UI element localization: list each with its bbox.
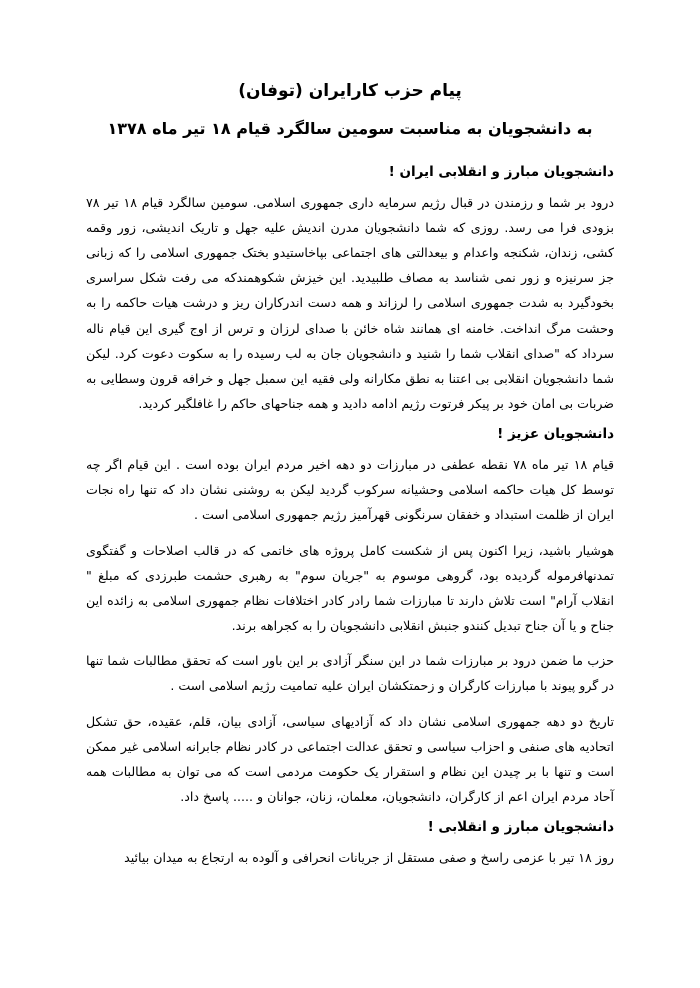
paragraph: روز ۱۸ تیر با عزمی راسخ و صفی مستقل از جریانات انحرافی و آلوده به ارتجاع به میدان بیائید <box>124 850 614 866</box>
paragraph: درود بر شما و رزمندن در قبال رژیم سرمایه داری جمهوری اسلامی. سومین سالگرد قیام ۱۸ تیر ۷۸ بزودی فرا می رسد. روزی که شما دانشجویان مدرن اندیش علیه جهل و تاریک اندیشی، زور وقمه کشی، زندان، شکنجه واعدام و بیعدالتی های اجتماعی بپاخاستیدو بختک جمهوری اسلامی را که زبانی جز سرنیزه و زور نمی شناسد به مصاف طلبیدید. این خیزش شکوهمندکه می رفت شکل سراسری بخودگیرد به شدت جمهوری اسلامی را لرزاند و همه دست اندرکاران ریز و درشت هیات حاکمه را به وحشت مرگ انداخت. خامنه ای همانند شاه خائن با صدای لرزان و ترس از اوج گیری این قیام ناله سرداد که "صدای انقلاب شما را شنید و دانشجویان جان به لب رسیده را به سکوت دعوت کرد. لیکن شما دانشجویان انقلابی بی اعتنا به نطق مکارانه ولی فقیه این سمبل جهل و خرافه قرون وسطایی به ضربات بی امان خود بر پیکر فرتوت رژیم ادامه دادید و همه جناحهای حاکم را غافلگیر کردید. <box>86 194 614 412</box>
section-heading: دانشجویان مبارز و انقلابی ایران ! <box>388 163 614 180</box>
document-section-3 <box>86 815 614 870</box>
section-heading: دانشجویان مبارز و انقلابی ! <box>427 819 614 836</box>
section-heading: دانشجویان عزیز ! <box>497 426 614 443</box>
document-section-1 <box>86 160 614 416</box>
page-subtitle: به دانشجویان به مناسبت سومین سالگرد قیام ۱۸ تیر ماه ۱۳۷۸ <box>107 119 593 139</box>
paragraph: تاریخ دو دهه جمهوری اسلامی نشان داد که آزادیهای سیاسی، آزادی بیان، قلم، عقیده، حق تشکل اتحادیه های صنفی و احزاب سیاسی و تحقق عدالت اجتماعی در کادر نظام جابرانه اسلامی غیر ممکن است و تنها با بر چیدن این نظام و استقرار یک حکومت مردمی است که می توان به مطالبات همه آحاد مردم ایران اعم از کارگران، دانشجویان، معلمان، زنان، جوانان و ..... پاسخ داد. <box>86 713 614 805</box>
paragraph: هوشیار باشید، زیرا اکنون پس از شکست کامل پروژه های خاتمی که در قالب اصلاحات و گفتگوی تمدنهافرموله گردیده بود، گروهی موسوم به "جریان سوم" به رهبری حشمت طبرزدی که مبلغ " انقلاب آرام" است تلاش دارند تا مبارزات شما رادر کادر اختلافات نظام جمهوری اسلامی به زائده این جناح و یا آن جناح تبدیل کنندو جنبش انقلابی دانشجویان را به کجراهه برند. <box>86 542 614 634</box>
paragraph: قیام ۱۸ تیر ماه ۷۸ نقطه عطفی در مبارزات دو دهه اخیر مردم ایران بوده است . این قیام اگر چه توسط کل هیات حاکمه اسلامی وحشیانه سرکوب گردید لیکن به روشنی نشان داد که تنها راه نجات ایران از ظلمت استبداد و خفقان سرنگونی قهرآمیز رژیم جمهوری اسلامی است . <box>86 456 614 523</box>
document-section-2 <box>86 422 614 809</box>
page-title: پیام حزب کارایران (توفان) <box>238 81 462 101</box>
paragraph: حزب ما ضمن درود بر مبارزات شما در این سنگر آزادی بر این باور است که تحقق مطالبات شما تنها در گرو پیوند با مبارزات کارگران و زحمتکشان ایران علیه تمامیت رژیم اسلامی است . <box>86 653 614 694</box>
